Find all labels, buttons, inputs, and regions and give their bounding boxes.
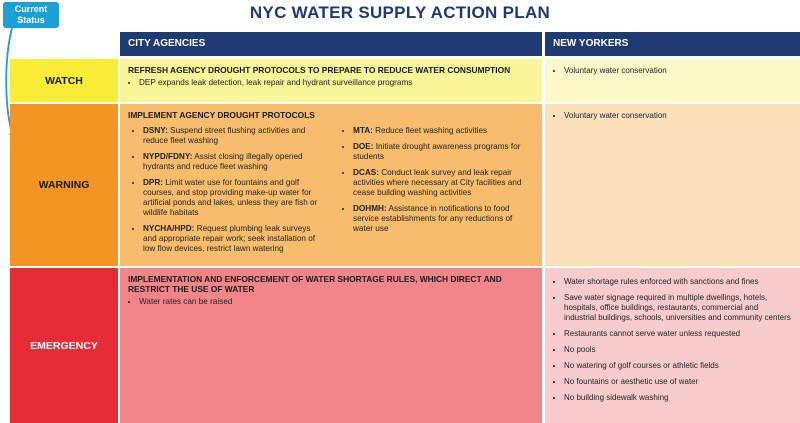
list-item: • DOHMH: Assistance in notifications to food service establishments for any reductions of water use bbox=[353, 204, 534, 234]
list-item: • Voluntary water conservation bbox=[564, 111, 792, 121]
warning-agencies-cell bbox=[120, 104, 542, 266]
list-item: • Save water signage required in multiple dwellings, hotels, hospitals, office buildings, restaurants, commercial and industrial buildings, schools, universities and community centers bbox=[564, 293, 792, 323]
watch-newyorkers-cell bbox=[545, 59, 800, 102]
header-new-yorkers: NEW YORKERS bbox=[545, 32, 800, 56]
list-item: • NYPD/FDNY: Assist closing illegally opened hydrants and reduce fleet washing bbox=[143, 152, 324, 172]
level-emergency bbox=[10, 268, 118, 423]
list-item: • No fountains or aesthetic use of water bbox=[564, 377, 792, 387]
list-item: • No watering of golf courses or athletic fields bbox=[564, 361, 792, 371]
emergency-newyorkers-cell bbox=[545, 268, 800, 423]
list-item: • DSNY: Suspend street flushing activities and reduce fleet washing bbox=[143, 126, 324, 146]
list-item: • Restaurants cannot serve water unless requested bbox=[564, 329, 792, 339]
level-warning bbox=[10, 104, 118, 266]
watch-agencies-cell bbox=[120, 59, 542, 102]
warning-newyorkers-cell bbox=[545, 104, 800, 266]
level-emergency-label: EMERGENCY bbox=[30, 339, 98, 352]
emergency-agencies-cell bbox=[120, 268, 542, 423]
page-title: NYC WATER SUPPLY ACTION PLAN bbox=[249, 3, 551, 22]
watch-heading: REFRESH AGENCY DROUGHT PROTOCOLS TO PREPARE TO REDUCE WATER CONSUMPTION bbox=[128, 65, 511, 75]
warning-left-list bbox=[132, 126, 324, 260]
list-item: • Voluntary water conservation bbox=[564, 66, 792, 76]
warning-right-list bbox=[342, 126, 534, 260]
level-warning-label: WARNING bbox=[38, 179, 90, 191]
list-item: • Water rates can be raised bbox=[139, 297, 534, 307]
list-item: • DCAS: Conduct leak survey and leak repair activities where necessary at City facilities and cease building washing activities bbox=[353, 168, 534, 198]
emergency-items bbox=[128, 297, 534, 307]
badge-line-1: Current bbox=[14, 4, 48, 14]
list-item: • DPR: Limit water use for fountains and golf courses, and stop providing make-up water for artificial ponds and lakes, unless they are fish or wildlife habitats bbox=[143, 178, 324, 218]
badge-line-2: Status bbox=[17, 15, 45, 25]
level-watch bbox=[10, 59, 118, 102]
list-item: • No building sidewalk washing bbox=[564, 393, 792, 403]
header-city-agencies: CITY AGENCIES bbox=[120, 32, 542, 56]
list-item: • DOE: Initiate drought awareness programs for students bbox=[353, 142, 534, 162]
list-item: • NYCHA/HPD: Request plumbing leak surveys and appropriate repair work; seek installation of low flow devices, restrict lawn watering bbox=[143, 224, 324, 254]
level-watch-label: WATCH bbox=[45, 74, 83, 87]
emergency-newyorkers-list bbox=[553, 277, 792, 403]
warning-heading: IMPLEMENT AGENCY DROUGHT PROTOCOLS bbox=[128, 110, 315, 120]
current-status-badge bbox=[3, 2, 59, 28]
list-item: • No pools bbox=[564, 345, 792, 355]
list-item: • Water shortage rules enforced with sanctions and fines bbox=[564, 277, 792, 287]
emergency-heading: IMPLEMENTATION AND ENFORCEMENT OF WATER SHORTAGE RULES, WHICH DIRECT AND RESTRICT THE USE OF WATER bbox=[128, 274, 502, 294]
watch-items bbox=[128, 78, 534, 88]
list-item: • MTA: Reduce fleet washing activities bbox=[353, 126, 534, 136]
list-item: • DEP expands leak detection, leak repair and hydrant surveillance programs bbox=[139, 78, 534, 88]
